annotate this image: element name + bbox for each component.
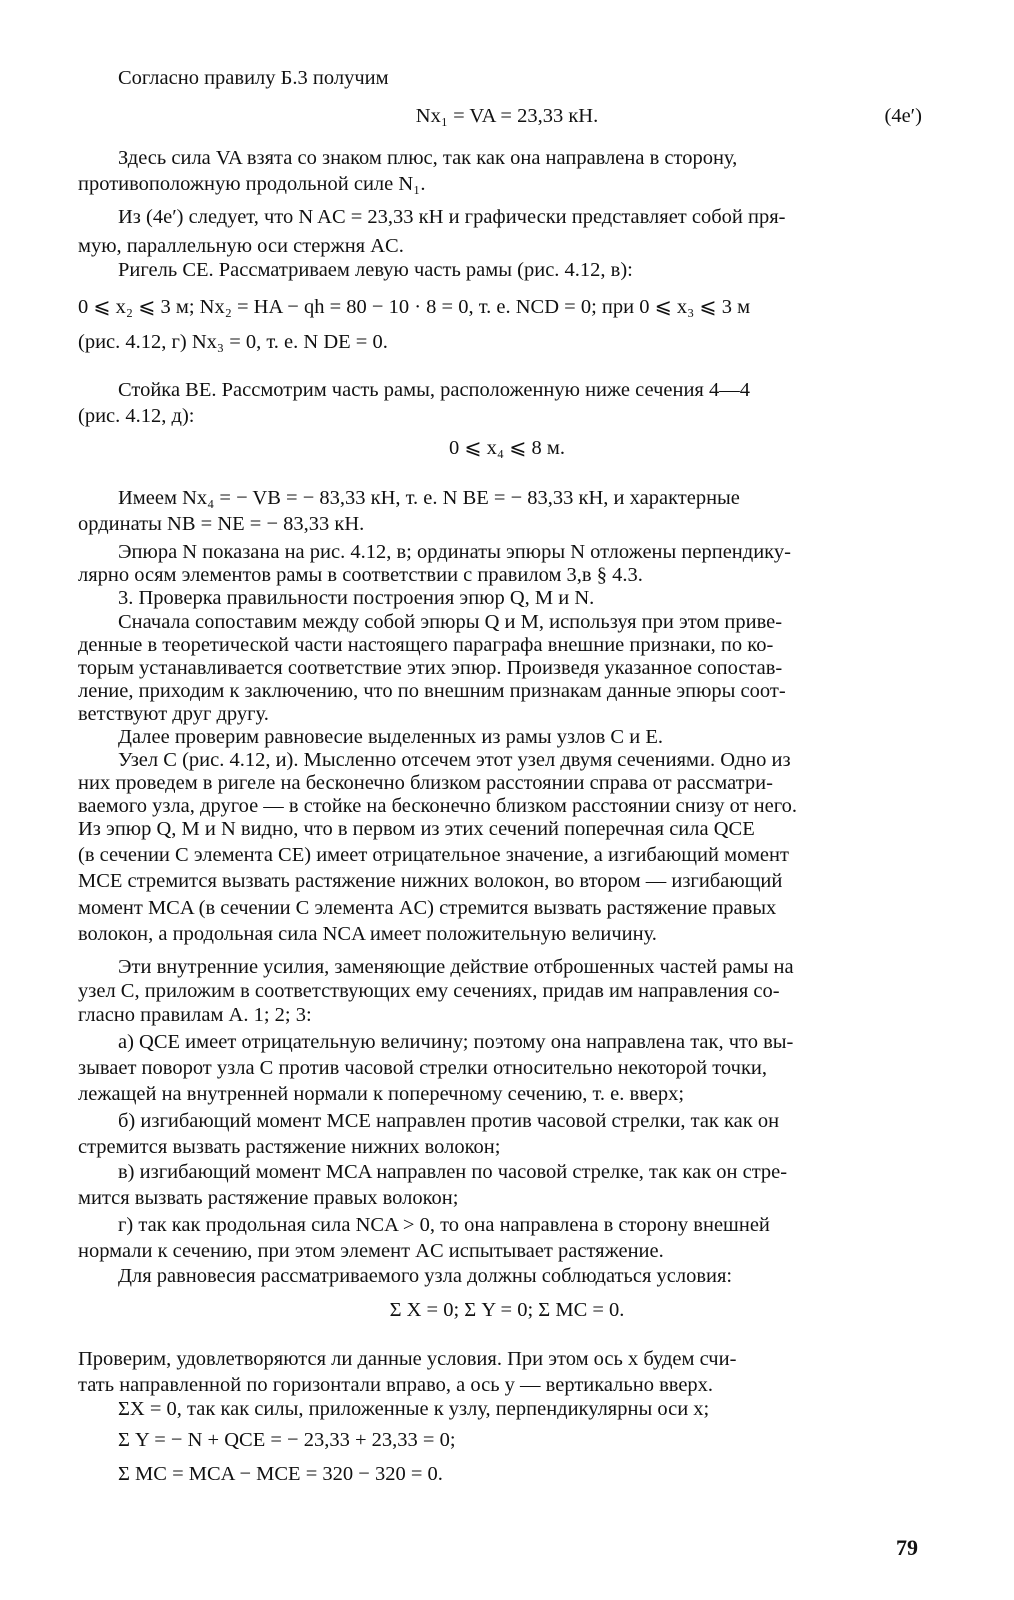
text-line: Из (4е′) следует, что N AC = 23,33 кН и графически представляет собой пря- (118, 206, 786, 228)
text-line: противоположную продольной силе N₁. (78, 173, 426, 195)
text-line: стремится вызвать растяжение нижних волокон; (78, 1136, 501, 1158)
text-line: Проверим, удовлетворяются ли данные условия. При этом ось x будем счи- (78, 1348, 737, 1370)
text-line: Узел C (рис. 4.12, и). Мысленно отсечем этот узел двумя сечениями. Одно из (118, 749, 791, 771)
text-line: а) QCE имеет отрицательную величину; поэтому она направлена так, что вы- (118, 1031, 794, 1053)
text-line: узел C, приложим в соответствующих ему сечениях, придав им направления со- (78, 980, 780, 1002)
equation: Σ X = 0; Σ Y = 0; Σ MC = 0. (389, 1299, 625, 1321)
text-line: Из эпюр Q, M и N видно, что в первом из этих сечений поперечная сила QCE (78, 818, 755, 840)
text-line: момент MCA (в сечении C элемента AC) стремится вызвать растяжение правых (78, 897, 777, 919)
text-line: денные в теоретической части настоящего параграфа внешние признаки, по ко- (78, 634, 774, 656)
text-line: мится вызвать растяжение правых волокон; (78, 1187, 459, 1209)
text-line: MCE стремится вызвать растяжение нижних волокон, во втором — изгибающий (78, 870, 783, 892)
text-line: б) изгибающий момент MCE направлен против часовой стрелки, так как он (118, 1110, 780, 1132)
text-line: ординаты NB = NE = − 83,33 кН. (78, 513, 365, 535)
text-line: (в сечении C элемента CE) имеет отрицательное значение, а изгибающий момент (78, 844, 789, 866)
text-line: ветствуют друг другу. (78, 703, 269, 725)
text-line: Ригель CE. Рассматриваем левую часть рамы (рис. 4.12, в): (118, 259, 633, 281)
page-number: 79 (896, 1535, 918, 1560)
text-line: Эпюра N показана на рис. 4.12, в; ординаты эпюры N отложены перпендику- (118, 541, 791, 563)
text-line: (рис. 4.12, г) Nx₃ = 0, т. е. N DE = 0. (78, 331, 388, 353)
text-line: ΣX = 0, так как силы, приложенные к узлу, перпендикулярны оси x; (118, 1398, 710, 1420)
text-line: ваемого узла, другое — в стойке на бесконечно близком расстоянии снизу от него. (78, 795, 798, 817)
text-line: Имеем Nx₄ = − VB = − 83,33 кН, т. е. N BE = − 83,33 кН, и характерные (118, 487, 740, 509)
text-line: нормали к сечению, при этом элемент AC испытывает растяжение. (78, 1240, 664, 1262)
equation-body: Nx₁ = VA = 23,33 кН. (415, 105, 599, 127)
text-line: торым устанавливается соответствие этих эпюр. Произведя указанное сопостав- (78, 657, 783, 679)
text-line: тать направленной по горизонтали вправо, а ось y — вертикально вверх. (78, 1374, 714, 1396)
text-line: Здесь сила VA взята со знаком плюс, так как она направлена в сторону, (118, 147, 738, 169)
text-line: (рис. 4.12, д): (78, 405, 195, 427)
equation-line: Σ MC = MCA − MCE = 320 − 320 = 0. (118, 1463, 443, 1485)
text-line: ление, приходим к заключению, что по внешним признакам данные эпюры соот- (78, 680, 786, 702)
equation (0, 104, 1014, 128)
text-line: в) изгибающий момент MCA направлен по часовой стрелке, так как он стре- (118, 1161, 788, 1183)
text-line: Далее проверим равновесие выделенных из рамы узлов C и E. (118, 726, 663, 748)
text-line: 3. Проверка правильности построения эпюр Q, M и N. (118, 587, 595, 609)
text-line: Стойка BE. Рассмотрим часть рамы, расположенную ниже сечения 4—4 (118, 379, 750, 401)
text-line: г) так как продольная сила NCA > 0, то она направлена в сторону внешней (118, 1214, 770, 1236)
text-line: зывает поворот узла C против часовой стрелки относительно некоторой точки, (78, 1057, 768, 1079)
equation-line: Σ Y = − N + QCE = − 23,33 + 23,33 = 0; (118, 1429, 456, 1451)
text-line: них проведем в ригеле на бесконечно близком расстоянии справа от рассматри- (78, 772, 773, 794)
text-line: лежащей на внутренней нормали к поперечному сечению, т. е. вверх; (78, 1083, 685, 1105)
text-line: 0 ⩽ x₂ ⩽ 3 м; Nx₂ = HA − qh = 80 − 10 · 8 = 0, т. е. NCD = 0; при 0 ⩽ x₃ ⩽ 3 м (78, 296, 751, 318)
text-line: волокон, а продольная сила NCA имеет положительную величину. (78, 923, 657, 945)
equation-number: (4е′) (884, 105, 922, 127)
text-line: Для равновесия рассматриваемого узла должны соблюдаться условия: (118, 1265, 733, 1287)
text-line: лярно осям элементов рамы в соответствии с правилом 3,в § 4.3. (78, 564, 643, 586)
text-line: Эти внутренние усилия, заменяющие действие отброшенных частей рамы на (118, 956, 794, 978)
equation: 0 ⩽ x₄ ⩽ 8 м. (449, 437, 565, 459)
text-line: гласно правилам А. 1; 2; 3: (78, 1004, 312, 1026)
text-line: Сначала сопоставим между собой эпюры Q и M, используя при этом приве- (118, 611, 783, 633)
text-line: мую, параллельную оси стержня AC. (78, 235, 404, 257)
text-line: Согласно правилу Б.3 получим (118, 67, 389, 89)
